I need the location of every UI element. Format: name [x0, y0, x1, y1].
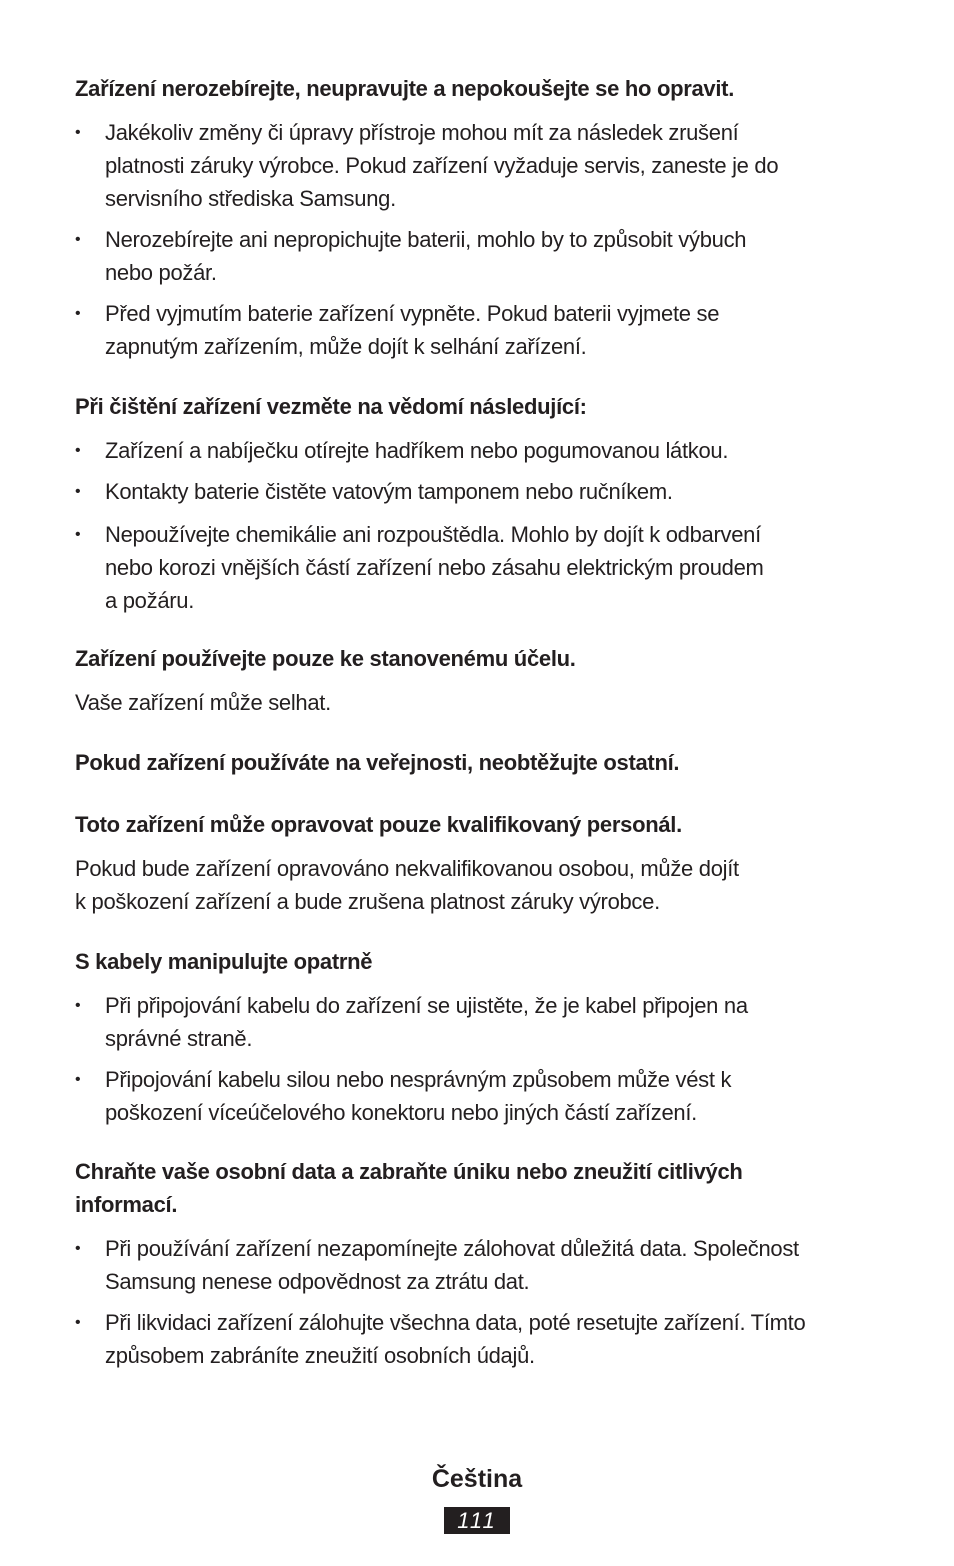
section-heading: Zařízení používejte pouze ke stanovenému účelu. — [75, 646, 576, 671]
bullet-icon: • — [75, 526, 81, 543]
bullet-icon: • — [75, 1071, 81, 1088]
heading-line: Chraňte vaše osobní data a zabraňte úniku nebo zneužití citlivých — [75, 1159, 743, 1184]
paragraph-line: Pokud bude zařízení opravováno nekvalifikovanou osobou, může dojít — [75, 856, 739, 881]
list-item — [75, 989, 865, 1055]
list-item-text: správné straně. — [105, 1026, 253, 1051]
list-item-text: servisního střediska Samsung. — [105, 186, 396, 211]
section-heading: Zařízení nerozebírejte, neupravujte a nepokoušejte se ho opravit. — [75, 76, 735, 101]
list-item-text: a požáru. — [105, 588, 195, 613]
bullet-icon: • — [75, 124, 81, 141]
list-item-text: poškození víceúčelového konektoru nebo jiných částí zařízení. — [105, 1100, 697, 1125]
list-item-text: Při používání zařízení nezapomínejte zálohovat důležitá data. Společnost — [105, 1236, 799, 1261]
list-item — [75, 1063, 865, 1129]
list-item-text: nebo korozi vnějších částí zařízení nebo zásahu elektrickým proudem — [105, 555, 764, 580]
list-item-text: Samsung nenese odpovědnost za ztrátu dat. — [105, 1269, 530, 1294]
section-heading: Toto zařízení může opravovat pouze kvalifikovaný personál. — [75, 812, 682, 837]
bullet-icon: • — [75, 305, 81, 322]
list-item — [75, 1232, 865, 1298]
list-item — [75, 475, 865, 508]
list-item-text: Nerozebírejte ani nepropichujte baterii, mohlo by to způsobit výbuch — [105, 227, 747, 252]
bullet-icon: • — [75, 483, 81, 500]
list-item-text: Připojování kabelu silou nebo nesprávným způsobem může vést k — [105, 1067, 732, 1092]
list-item-text: platnosti záruky výrobce. Pokud zařízení vyžaduje servis, zaneste je do — [105, 153, 779, 178]
paragraph — [75, 852, 865, 918]
section-heading: S kabely manipulujte opatrně — [75, 949, 373, 974]
section-heading: Pokud zařízení používáte na veřejnosti, neobtěžujte ostatní. — [75, 750, 680, 775]
paragraph: Vaše zařízení může selhat. — [75, 690, 331, 715]
list-item-text: způsobem zabráníte zneužití osobních údajů. — [105, 1343, 535, 1368]
list-item — [75, 1306, 865, 1372]
heading-line: informací. — [75, 1192, 178, 1217]
bullet-icon: • — [75, 1240, 81, 1257]
list-item-text: Při připojování kabelu do zařízení se ujistěte, že je kabel připojen na — [105, 993, 748, 1018]
list-item — [75, 297, 865, 363]
list-item-text: Kontakty baterie čistěte vatovým tamponem nebo ručníkem. — [105, 479, 673, 504]
list-item-text: Při likvidaci zařízení zálohujte všechna data, poté resetujte zařízení. Tímto — [105, 1310, 806, 1335]
list-item-text: Zařízení a nabíječku otírejte hadříkem nebo pogumovanou látkou. — [105, 438, 729, 463]
section-heading — [75, 1155, 865, 1221]
bullet-icon: • — [75, 1314, 81, 1331]
list-item — [75, 116, 865, 215]
page-number: 111 — [444, 1507, 510, 1534]
bullet-icon: • — [75, 997, 81, 1014]
list-item-text: zapnutým zařízením, může dojít k selhání zařízení. — [105, 334, 587, 359]
footer-language: Čeština — [431, 1465, 523, 1493]
list-item-text: Nepoužívejte chemikálie ani rozpouštědla. Mohlo by dojít k odbarvení — [105, 522, 761, 547]
list-item-text: Před vyjmutím baterie zařízení vypněte. Pokud baterii vyjmete se — [105, 301, 720, 326]
bullet-icon: • — [75, 231, 81, 248]
list-item — [75, 223, 865, 289]
list-item-text: nebo požár. — [105, 260, 217, 285]
section-heading: Při čištění zařízení vezměte na vědomí následující: — [75, 394, 587, 419]
list-item — [75, 518, 865, 617]
list-item-text: Jakékoliv změny či úpravy přístroje mohou mít za následek zrušení — [105, 120, 739, 145]
paragraph-line: k poškození zařízení a bude zrušena platnost záruky výrobce. — [75, 889, 660, 914]
list-item — [75, 434, 865, 467]
bullet-icon: • — [75, 442, 81, 459]
